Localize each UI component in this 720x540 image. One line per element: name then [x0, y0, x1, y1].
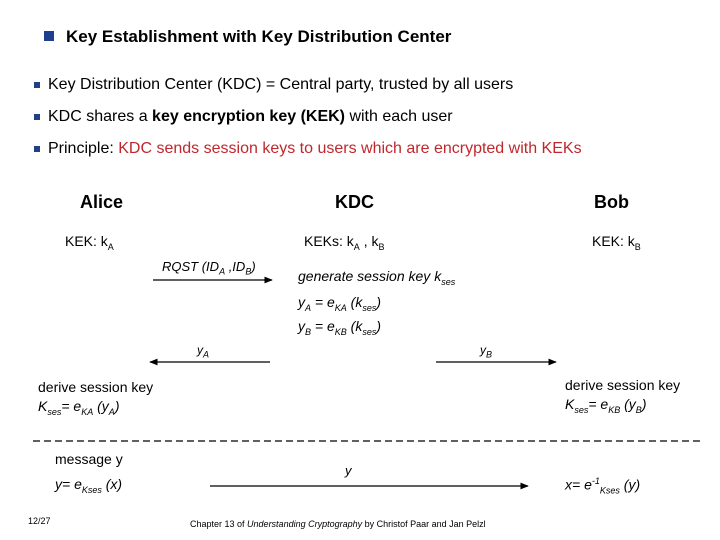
- slide-title: Key Establishment with Key Distribution Center: [66, 27, 452, 46]
- send-yb-label: $y_B$: [480, 343, 493, 360]
- encrypt-expression: $y= e_{Kses}$ (x): [55, 476, 123, 495]
- party-kdc: KDC: [335, 192, 374, 212]
- alice-kek: KEK: $k_A$: [65, 233, 114, 252]
- send-ya-label: $y_A$: [197, 343, 210, 360]
- generate-session-key: generate session key $k_{ses}$: [298, 268, 456, 287]
- party-bob: Bob: [594, 192, 629, 212]
- decrypt-expression: $x= e^{-1}_{Kses}$ (y): [565, 476, 641, 496]
- message-label: message y: [55, 451, 123, 467]
- bullet-1: Key Distribution Center (KDC) = Central party, trusted by all users: [48, 76, 514, 93]
- kdc-keks: KEKs: $k_A$ , $k_B$: [304, 233, 385, 252]
- yb-computation: $y_B = e_{KB}$ $(k_{ses})$: [298, 318, 382, 337]
- bob-kek: KEK: $k_B$: [592, 233, 641, 252]
- ya-computation: $y_A = e_{KA}$ $(k_{ses})$: [298, 294, 382, 313]
- footer-credit: Chapter 13 of Understanding Cryptography by Christof Paar and Jan Pelzl: [190, 519, 486, 529]
- bullet-3: Principle: KDC sends session keys to users which are encrypted with KEKs: [48, 140, 582, 157]
- alice-kses: $K_{ses}= e_{KA}$ $(y_A)$: [38, 398, 120, 417]
- party-alice: Alice: [80, 192, 124, 212]
- bullet-2: KDC shares a key encryption key (KEK) with each user: [48, 108, 453, 125]
- page-number: 12/27: [28, 516, 51, 526]
- y-transmit-label: y: [345, 463, 352, 478]
- bob-derive: derive session key: [565, 377, 681, 393]
- alice-derive: derive session key: [38, 379, 154, 395]
- bob-kses: $K_{ses}= e_{KB}$ $(y_B)$: [565, 396, 647, 415]
- request-label: RQST ($ID_A$ $,ID_B$): [162, 259, 256, 277]
